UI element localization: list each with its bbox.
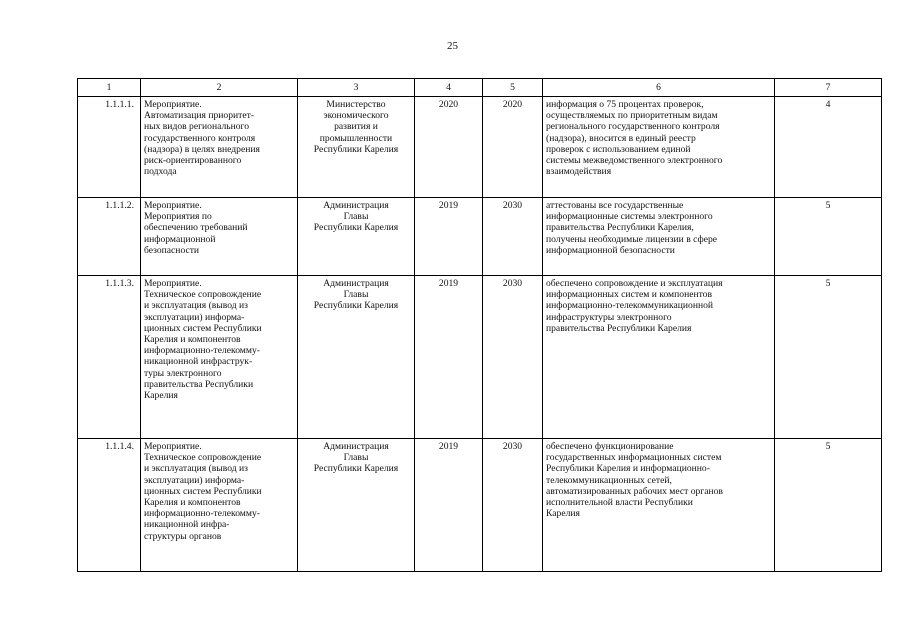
responsible-executor: Министерство экономического развития и промышленности Республики Карелия (298, 97, 415, 198)
activity-description: Мероприятие. Мероприятия по обеспечению требований информационной безопасности (141, 198, 298, 276)
start-year: 2019 (415, 276, 483, 439)
column-header-6: 6 (543, 79, 775, 97)
end-year: 2030 (483, 276, 543, 439)
indicator-link: 5 (775, 439, 882, 572)
end-year: 2030 (483, 198, 543, 276)
expected-result: обеспечено сопровождение и эксплуатация информационных систем и компонентов информационно-телекоммуникационной инфраструктуры электронного правительства Республики Карелия (543, 276, 775, 439)
activity-description: Мероприятие. Автоматизация приоритет- ных видов регионального государственного контроля (надзора) в целях внедрения риск-ориентированного подхода (141, 97, 298, 198)
column-header-1: 1 (78, 79, 141, 97)
program-activities-table (77, 78, 882, 572)
start-year: 2019 (415, 198, 483, 276)
table-row (78, 439, 882, 572)
column-header-2: 2 (141, 79, 298, 97)
row-number: 1.1.1.3. (78, 276, 141, 439)
row-number: 1.1.1.1. (78, 97, 141, 198)
column-header-4: 4 (415, 79, 483, 97)
table-row (78, 276, 882, 439)
column-header-3: 3 (298, 79, 415, 97)
column-header-5: 5 (483, 79, 543, 97)
page-number: 25 (447, 40, 458, 52)
row-number: 1.1.1.2. (78, 198, 141, 276)
row-number: 1.1.1.4. (78, 439, 141, 572)
responsible-executor: Администрация Главы Республики Карелия (298, 198, 415, 276)
start-year: 2019 (415, 439, 483, 572)
indicator-link: 4 (775, 97, 882, 198)
end-year: 2020 (483, 97, 543, 198)
responsible-executor: Администрация Главы Республики Карелия (298, 276, 415, 439)
indicator-link: 5 (775, 198, 882, 276)
activity-description: Мероприятие. Техническое сопровождение и эксплуатация (вывод из эксплуатации) информа- ционных систем Республики Карелия и компонентов информационно-телекомму- никационной инфраструк- туры электронного правительства Республики Карелия (141, 276, 298, 439)
activity-description: Мероприятие. Техническое сопровождение и эксплуатация (вывод из эксплуатации) информа- ционных систем Республики Карелия и компонентов информационно-телекомму- никационной инфра- структуры органов (141, 439, 298, 572)
table-row (78, 198, 882, 276)
expected-result: обеспечено функционирование государственных информационных систем Республики Карелия и информационно- телекоммуникационных сетей, автоматизированных рабочих мест органов исполнительной власти Республики Карелия (543, 439, 775, 572)
expected-result: аттестованы все государственные информационные системы электронного правительства Республики Карелия, получены необходимые лицензии в сфере информационной безопасности (543, 198, 775, 276)
expected-result: информация о 75 процентах проверок, осуществляемых по приоритетным видам регионального государственного контроля (надзора), вносится в единый реестр проверок с использованием единой системы межведомственного электронного взаимодействия (543, 97, 775, 198)
indicator-link: 5 (775, 276, 882, 439)
end-year: 2030 (483, 439, 543, 572)
column-header-7: 7 (775, 79, 882, 97)
table-header-row (78, 79, 882, 97)
start-year: 2020 (415, 97, 483, 198)
responsible-executor: Администрация Главы Республики Карелия (298, 439, 415, 572)
table-row (78, 97, 882, 198)
